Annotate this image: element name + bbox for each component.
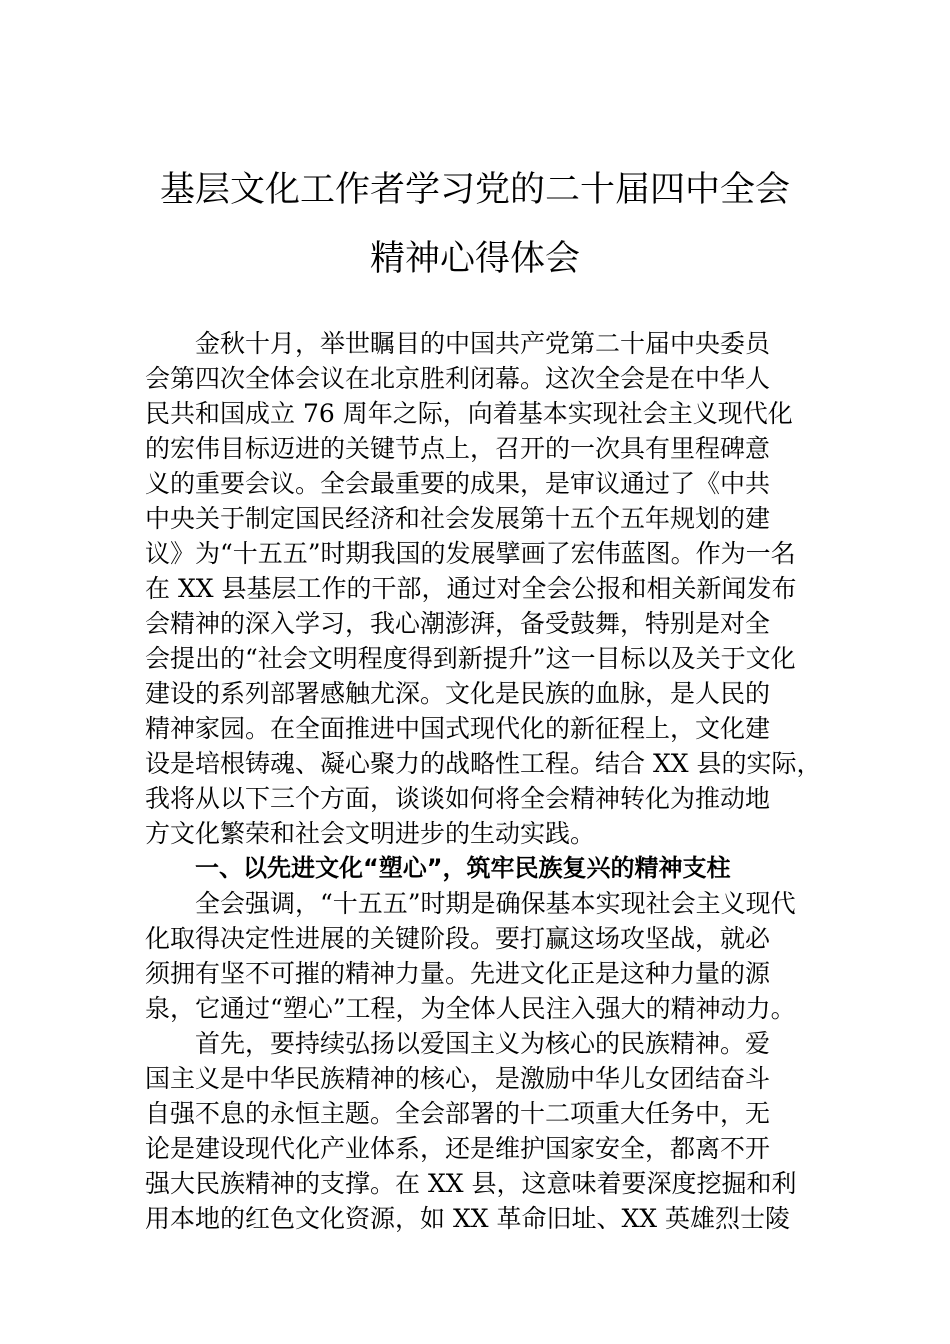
paragraph-1-line: 民共和国成立 76 周年之际，向着基本实现社会主义现代化 (145, 399, 793, 428)
paragraph-1-line: 精神家园。在全面推进中国式现代化的新征程上，文化建 (145, 714, 771, 743)
paragraph-3-line: 论是建设现代化产业体系，还是维护国家安全，都离不开 (145, 1134, 771, 1163)
paragraph-1-line: 中央关于制定国民经济和社会发展第十五个五年规划的建 (145, 504, 771, 533)
paragraph-2-line: 泉，它通过“塑心”工程，为全体人民注入强大的精神动力。 (145, 994, 796, 1023)
paragraph-3-line: 强大民族精神的支撑。在 XX 县，这意味着要深度挖掘和利 (145, 1169, 797, 1198)
document-title-line-1: 基层文化工作者学习党的二十届四中全会 (159, 170, 790, 210)
paragraph-1-line: 金秋十月，举世瞩目的中国共产党第二十届中央委员 (195, 329, 771, 358)
paragraph-1-line: 会精神的深入学习，我心潮澎湃，备受鼓舞，特别是对全 (145, 609, 771, 638)
paragraph-1-line: 的宏伟目标迈进的关键节点上，召开的一次具有里程碑意 (145, 434, 771, 463)
paragraph-1-line: 会第四次全体会议在北京胜利闭幕。这次全会是在中华人 (145, 364, 771, 393)
paragraph-2-line: 须拥有坚不可摧的精神力量。先进文化正是这种力量的源 (145, 959, 771, 988)
document-body (145, 326, 822, 1236)
paragraph-3-line: 国主义是中华民族精神的核心，是激励中华儿女团结奋斗 (145, 1064, 771, 1093)
paragraph-2-line: 化取得决定性进展的关键阶段。要打赢这场攻坚战，就必 (145, 924, 771, 953)
paragraph-1-line: 我将从以下三个方面，谈谈如何将全会精神转化为推动地 (145, 784, 771, 813)
paragraph-1-line: 在 XX 县基层工作的干部，通过对全会公报和相关新闻发布 (145, 574, 797, 603)
document-title-line-2: 精神心得体会 (369, 239, 580, 279)
paragraph-1-line: 方文化繁荣和社会文明进步的生动实践。 (145, 819, 596, 848)
paragraph-3-line: 自强不息的永恒主题。全会部署的十二项重大任务中，无 (145, 1099, 771, 1128)
paragraph-1-line: 义的重要会议。全会最重要的成果，是审议通过了《中共 (145, 469, 771, 498)
paragraph-3-line: 首先，要持续弘扬以爱国主义为核心的民族精神。爱 (195, 1029, 771, 1058)
paragraph-1-line: 设是培根铸魂、凝心聚力的战略性工程。结合 XX 县的实际， (145, 749, 822, 778)
section-heading-1: 一、以先进文化“塑心”，筑牢民族复兴的精神支柱 (195, 854, 731, 882)
paragraph-1-line: 议》为“十五五”时期我国的发展擘画了宏伟蓝图。作为一名 (145, 539, 796, 568)
paragraph-1-line: 会提出的“社会文明程度得到新提升”这一目标以及关于文化 (145, 644, 796, 673)
paragraph-2-line: 全会强调，“十五五”时期是确保基本实现社会主义现代 (195, 889, 796, 918)
paragraph-1-line: 建设的系列部署感触尤深。文化是民族的血脉，是人民的 (145, 679, 771, 708)
paragraph-3-line: 用本地的红色文化资源，如 XX 革命旧址、XX 英雄烈士陵 (145, 1204, 791, 1233)
